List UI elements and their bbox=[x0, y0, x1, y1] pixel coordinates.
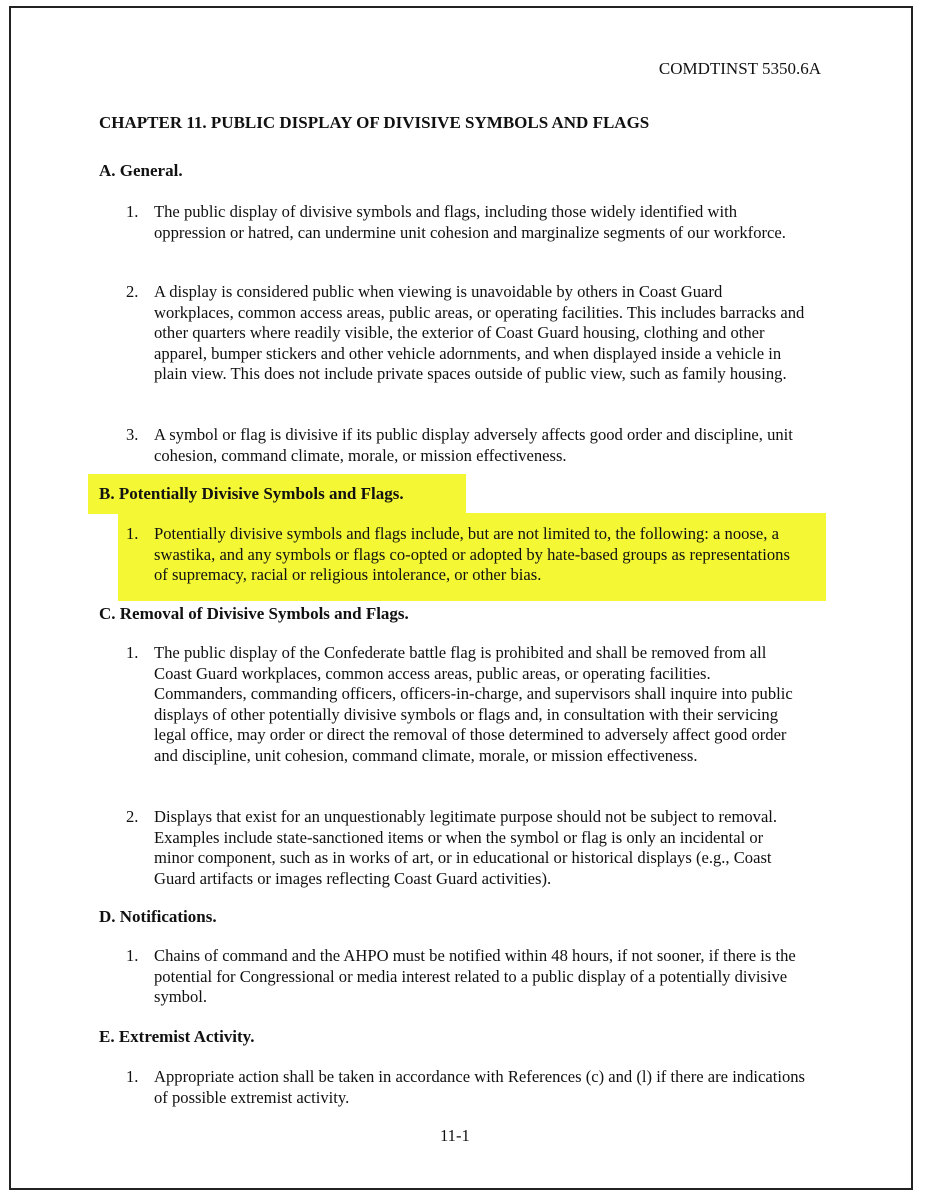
item-text: The public display of divisive symbols and flags, including those widely identified with oppression or hatred, can undermine unit cohesion and marginalize segments of our workforce. bbox=[154, 202, 786, 242]
item-number: 1. bbox=[126, 946, 139, 965]
list-item bbox=[126, 946, 806, 1008]
list-item bbox=[126, 524, 806, 586]
list-item bbox=[126, 282, 806, 385]
item-text: Chains of command and the AHPO must be notified within 48 hours, if not sooner, if there is the potential for Congressional or media interest related to a public display of a potentially divisive symbol. bbox=[154, 946, 796, 1006]
item-text: Displays that exist for an unquestionably legitimate purpose should not be subject to removal. Examples include state-sanctioned items or when the symbol or flag is only an incidental or minor component, such as in works of art, or in educational or historical displays (e.g., Coast Guard artifacts or images reflecting Coast Guard activities). bbox=[154, 807, 778, 888]
section-heading-extremist-activity: E. Extremist Activity. bbox=[99, 1027, 255, 1046]
item-text: Appropriate action shall be taken in accordance with References (c) and (l) if there are indications of possible extremist activity. bbox=[154, 1067, 806, 1107]
item-number: 1. bbox=[126, 643, 139, 662]
list-item bbox=[126, 425, 806, 466]
item-text: Potentially divisive symbols and flags include, but are not limited to, the following: a noose, a swastika, and any symbols or flags co-opted or adopted by hate-based groups as representations of supremacy, racial or religious intolerance, or other bias. bbox=[154, 524, 790, 584]
item-text: The public display of the Confederate battle flag is prohibited and shall be removed from all Coast Guard workplaces, common access areas, public areas, or operating facilities. Commanders, commanding officers, officers-in-charge, and supervisors shall inquire into public displays of other potentially divisive symbols or flags and, in consultation with their servicing legal office, may order or direct the removal of those determined to adversely affect good order and discipline, unit cohesion, command climate, morale, or mission effectiveness. bbox=[154, 643, 793, 765]
document-id: COMDTINST 5350.6A bbox=[658, 59, 821, 78]
list-item bbox=[126, 202, 806, 243]
item-number: 2. bbox=[126, 807, 139, 826]
item-number: 2. bbox=[126, 282, 139, 301]
item-number: 1. bbox=[126, 524, 139, 543]
list-item bbox=[126, 1067, 806, 1108]
item-text: A display is considered public when viewing is unavoidable by others in Coast Guard workplaces, common access areas, public areas, or operating facilities. This includes barracks and other quarters where readily visible, the exterior of Coast Guard housing, clothing and other apparel, bumper stickers and other vehicle adornments, and when displayed inside a vehicle in plain view. This does not include private spaces outside of public view, such as family housing. bbox=[154, 282, 805, 383]
section-heading-general: A. General. bbox=[99, 161, 183, 180]
section-heading-potentially-divisive: B. Potentially Divisive Symbols and Flags. bbox=[99, 484, 404, 503]
page-number: 11-1 bbox=[440, 1126, 470, 1145]
chapter-title: CHAPTER 11. PUBLIC DISPLAY OF DIVISIVE SYMBOLS AND FLAGS bbox=[99, 113, 650, 132]
item-number: 1. bbox=[126, 1067, 139, 1086]
list-item bbox=[126, 807, 806, 889]
section-heading-notifications: D. Notifications. bbox=[99, 907, 217, 926]
item-number: 1. bbox=[126, 202, 139, 221]
list-item bbox=[126, 643, 806, 766]
section-heading-removal: C. Removal of Divisive Symbols and Flags. bbox=[99, 604, 409, 623]
item-text: A symbol or flag is divisive if its public display adversely affects good order and discipline, unit cohesion, command climate, morale, or mission effectiveness. bbox=[154, 425, 793, 465]
item-number: 3. bbox=[126, 425, 139, 444]
